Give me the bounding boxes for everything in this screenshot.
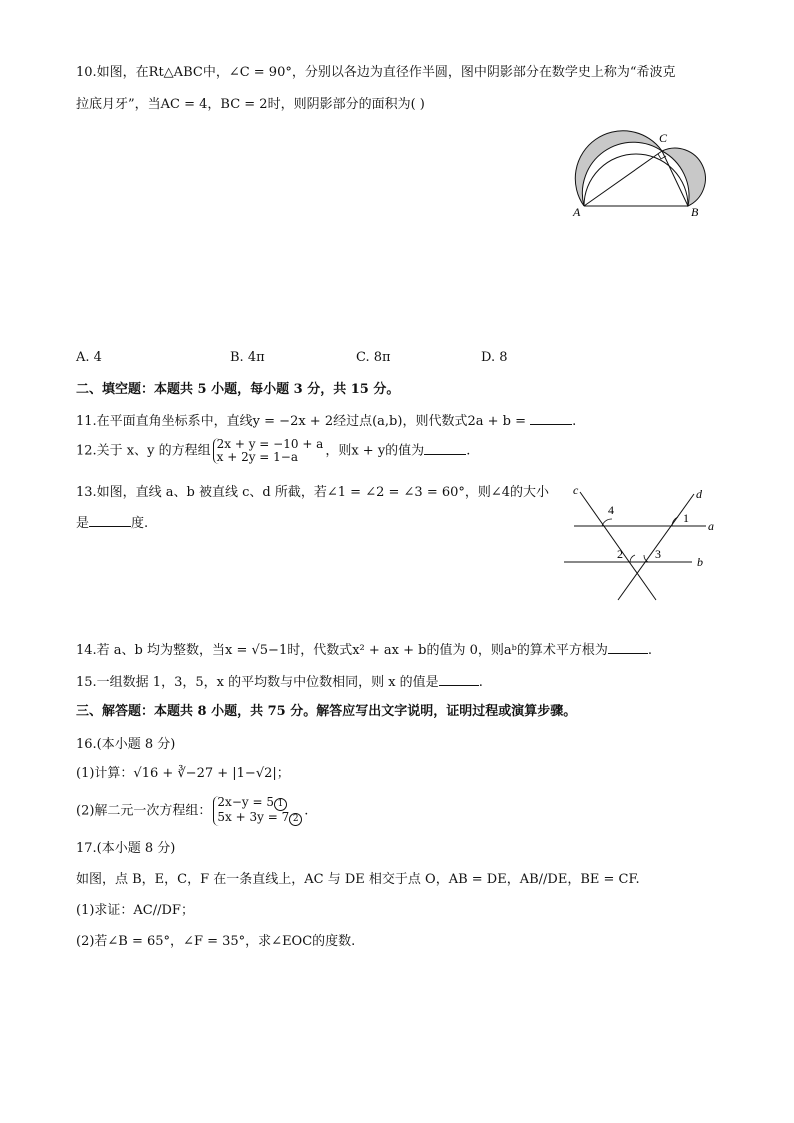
- q15-text: 15.一组数据 1，3，5，x 的平均数与中位数相同，则 x 的值是: [76, 675, 439, 690]
- option-b: B. 4π: [230, 350, 265, 365]
- label-B: B: [691, 205, 699, 219]
- q15: 15.一组数据 1，3，5，x 的平均数与中位数相同，则 x 的值是 .: [76, 675, 483, 690]
- q15-blank: [439, 673, 479, 686]
- option-a: A. 4: [76, 350, 102, 365]
- label-A: A: [573, 205, 581, 219]
- q11: 11.在平面直角坐标系中，直线y = −2x + 2经过点(a,b)，则代数式2a + b = .: [76, 414, 577, 429]
- q17-stem: 如图，点 B，E，C，F 在一条直线上，AC 与 DE 相交于点 O，AB = DE，AB//DE，BE = CF.: [76, 872, 640, 887]
- label-b: b: [697, 555, 703, 569]
- q16-system: 2x−y = 5 1 5x + 3y = 7 2: [213, 796, 302, 826]
- q12-system: 2x + y = −10 + a x + 2y = 1−a: [213, 438, 324, 464]
- section3-heading: 三、解答题：本题共 8 小题，共 75 分。解答应写出文字说明，证明过程或演算步骤。: [76, 704, 577, 719]
- q13-blank: [89, 514, 131, 527]
- q14-blank: [608, 641, 648, 654]
- q11-text: 11.在平面直角坐标系中，直线y = −2x + 2经过点(a,b)，则代数式2a + b =: [76, 414, 531, 429]
- label-C: C: [659, 131, 668, 145]
- angle-2: 2: [617, 547, 623, 561]
- label-c: c: [573, 483, 579, 497]
- parallel-lines-figure: [556, 480, 736, 605]
- q16-part2: (2)解二元一次方程组： 2x−y = 5 1 5x + 3y = 7 2 .: [76, 795, 309, 824]
- option-c: C. 8π: [356, 350, 391, 365]
- q16-part1: (1)计算：√16 + ∛−27 + |1−√2|；: [76, 766, 290, 781]
- q12: 12.关于 x、y 的方程组 2x + y = −10 + a x + 2y = 1−a ，则x + y的值为 .: [76, 437, 471, 464]
- q13-line1: 13.如图，直线 a、b 被直线 c、d 所截，若∠1 = ∠2 = ∠3 = 60°，则∠4的大小: [76, 485, 550, 500]
- q17-part2: (2)若∠B = 65°，∠F = 35°，求∠EOC的度数.: [76, 934, 356, 949]
- q14: 14.若 a、b 均为整数，当x = √5−1时，代数式x² + ax + b的值为 0，则aᵇ的算术平方根为 .: [76, 643, 652, 658]
- q10-line2: 拉底月牙”，当AC = 4，BC = 2时，则阴影部分的面积为( ): [76, 97, 425, 112]
- angle-1: 1: [683, 511, 689, 525]
- q13-line2: 是 度.: [76, 516, 149, 531]
- lune-figure: [570, 122, 720, 222]
- label-a: a: [708, 519, 714, 533]
- q14-text: 14.若 a、b 均为整数，当x = √5−1时，代数式x² + ax + b的值为 0，则aᵇ的算术平方根为: [76, 643, 608, 658]
- q12-blank: [424, 442, 466, 455]
- q12-prefix: 12.关于 x、y 的方程组: [76, 443, 211, 459]
- q11-blank: [530, 412, 572, 425]
- q17-part1: (1)求证：AC//DF；: [76, 903, 194, 918]
- q17-header: 17.(本小题 8 分): [76, 841, 176, 856]
- q10-line1: 10.如图，在Rt△ABC中，∠C = 90°，分别以各边为直径作半圆，图中阴影部分在数学史上称为“希波克: [76, 65, 676, 80]
- q12-suffix: ，则x + y的值为: [325, 443, 425, 459]
- section2-heading: 二、填空题：本题共 5 小题，每小题 3 分，共 15 分。: [76, 382, 400, 397]
- option-d: D. 8: [481, 350, 508, 365]
- q16-header: 16.(本小题 8 分): [76, 737, 176, 752]
- angle-4: 4: [608, 503, 614, 517]
- angle-3: 3: [655, 547, 661, 561]
- label-d: d: [696, 487, 702, 501]
